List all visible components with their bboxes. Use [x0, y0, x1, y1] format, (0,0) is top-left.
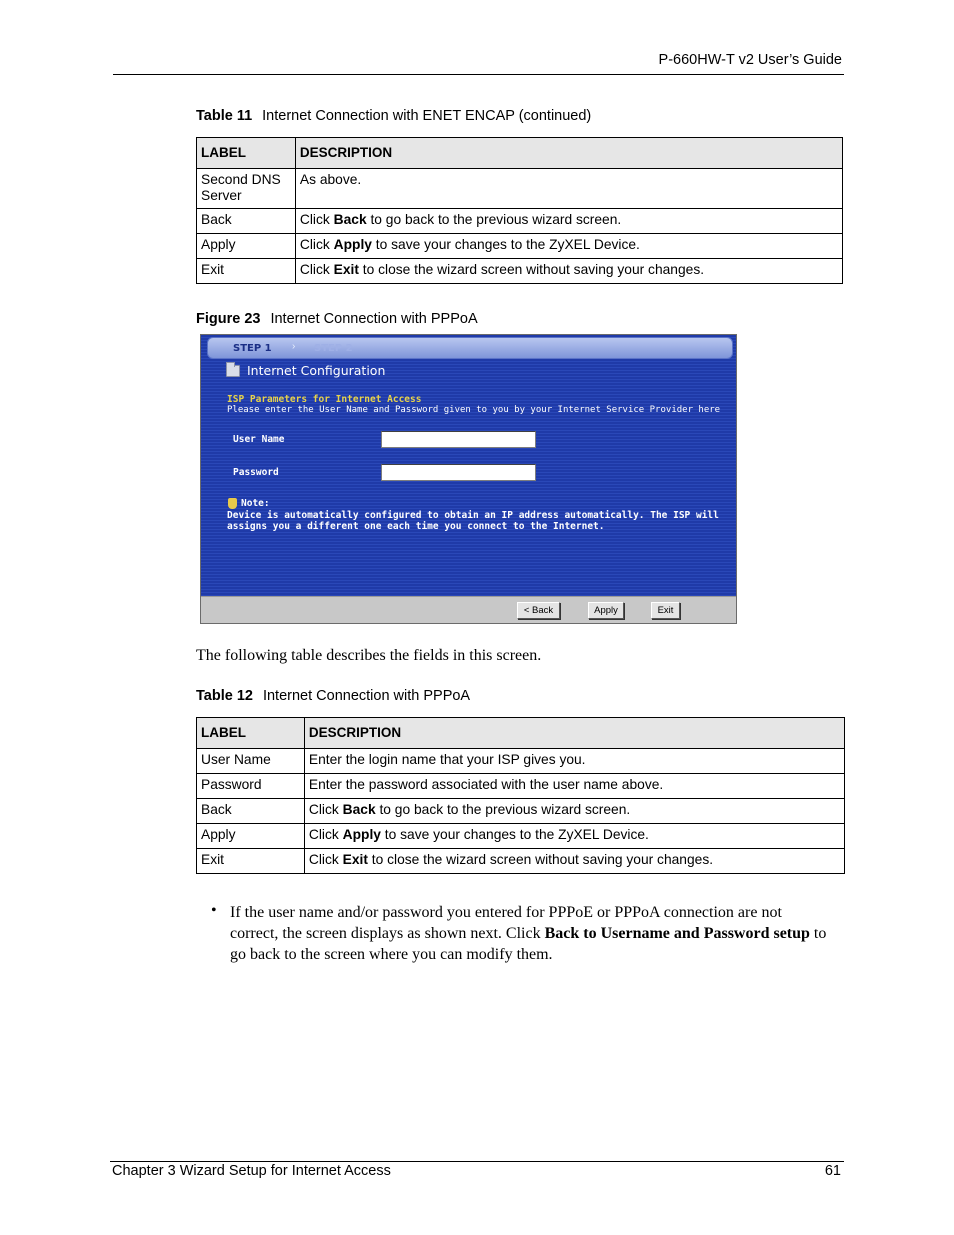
page-number: 61: [824, 1163, 841, 1179]
apply-button[interactable]: Apply: [588, 602, 624, 619]
table11-caption-title: Internet Connection with ENET ENCAP (continued): [262, 108, 592, 124]
running-header: P-660HW-T v2 User’s Guide: [658, 52, 842, 68]
note-body: [227, 510, 719, 532]
header-divider: [113, 74, 844, 75]
section-subtitle: ISP Parameters for Internet Access: [227, 394, 422, 405]
wizard-step-bar: [207, 337, 733, 359]
table12: [196, 717, 845, 874]
table11: [196, 137, 843, 284]
description-text: to save your changes to the ZyXEL Device.: [371, 237, 640, 252]
row-description: [304, 824, 844, 849]
table12-caption: [196, 688, 470, 704]
instruction-text: Please enter the User Name and Password given to you by your Internet Service Provider here: [227, 405, 721, 415]
table11-caption: [196, 108, 591, 124]
table-row: [197, 169, 843, 209]
button-bar: [201, 596, 736, 623]
row-label: Exit: [197, 849, 305, 874]
row-label: Apply: [197, 234, 296, 259]
description-bold: Apply: [333, 237, 372, 252]
note-line-2: assigns you a different one each time you connect to the Internet.: [227, 521, 605, 532]
row-label: Password: [197, 774, 305, 799]
bullet-text: If the user name and/or password you entered for PPPoE or PPPoA connection are not correct, the screen displays as shown next. Click: [230, 904, 782, 942]
description-text: Click: [299, 212, 334, 227]
description-text: Click: [299, 262, 334, 277]
description-text: As above.: [299, 172, 362, 187]
step-arrow-icon: ›: [292, 341, 296, 352]
column-header-description: DESCRIPTION: [304, 718, 844, 749]
description-text: to save your changes to the ZyXEL Device.: [380, 827, 649, 842]
back-button[interactable]: < Back: [517, 602, 560, 619]
description-text: Enter the password associated with the user name above.: [308, 777, 664, 792]
row-description: [304, 774, 844, 799]
user-name-label: User Name: [233, 434, 285, 445]
row-label: Back: [197, 209, 296, 234]
table12-caption-title: Internet Connection with PPPoA: [262, 688, 471, 704]
bullet-marker: •: [211, 902, 217, 919]
description-bold: Apply: [342, 827, 381, 842]
folder-icon: [226, 365, 240, 377]
description-text: to go back to the previous wizard screen.: [375, 802, 631, 817]
step2-tab: STEP 2: [314, 343, 353, 354]
figure23-caption: [196, 311, 478, 327]
bullet-text-end: to go back to the screen where you can modify them.: [230, 925, 827, 963]
description-bold: Back: [333, 212, 367, 227]
step1-tab[interactable]: STEP 1: [233, 343, 272, 354]
description-bold: Exit: [342, 852, 368, 867]
row-label: Back: [197, 799, 305, 824]
table-row: [197, 259, 843, 284]
table-header-row: [197, 138, 843, 169]
description-text: Click: [308, 802, 343, 817]
password-input[interactable]: [381, 464, 536, 481]
description-text: to close the wizard screen without saving your changes.: [367, 852, 714, 867]
column-header-label: LABEL: [197, 718, 305, 749]
description-text: Click: [308, 852, 343, 867]
table-row: [197, 749, 845, 774]
row-description: [304, 749, 844, 774]
note-label: Note:: [241, 498, 270, 509]
column-header-label: LABEL: [197, 138, 296, 169]
table-row: [197, 209, 843, 234]
row-description: [304, 799, 844, 824]
user-name-input[interactable]: [381, 431, 536, 448]
description-text: to close the wizard screen without saving your changes.: [358, 262, 705, 277]
description-text: Enter the login name that your ISP gives you.: [308, 752, 586, 767]
description-text: Click: [299, 237, 334, 252]
table-header-row: [197, 718, 845, 749]
row-description: [295, 169, 842, 209]
description-bold: Back: [342, 802, 376, 817]
body-paragraph: The following table describes the fields in this screen.: [196, 647, 542, 664]
table-row: [197, 824, 845, 849]
table11-caption-label: Table 11: [196, 108, 253, 124]
bullet-paragraph: [230, 902, 830, 965]
table12-caption-label: Table 12: [196, 688, 253, 704]
column-header-description: DESCRIPTION: [295, 138, 842, 169]
description-text: to go back to the previous wizard screen.: [366, 212, 622, 227]
exit-button[interactable]: Exit: [651, 602, 680, 619]
row-description: [295, 209, 842, 234]
footer-divider: [110, 1161, 844, 1162]
row-label: Apply: [197, 824, 305, 849]
table-row: [197, 774, 845, 799]
figure23-caption-label: Figure 23: [196, 311, 261, 327]
table-row: [197, 799, 845, 824]
row-label: Second DNS Server: [197, 169, 296, 209]
row-description: [304, 849, 844, 874]
pppoa-screenshot: [200, 334, 737, 624]
screen-title: Internet Configuration: [247, 363, 386, 378]
description-text: Click: [308, 827, 343, 842]
row-description: [295, 259, 842, 284]
row-label: User Name: [197, 749, 305, 774]
footer-chapter: Chapter 3 Wizard Setup for Internet Access: [112, 1163, 391, 1179]
description-bold: Exit: [333, 262, 359, 277]
password-label: Password: [233, 467, 279, 478]
note-line-1: Device is automatically configured to obtain an IP address automatically. The ISP will: [227, 510, 719, 521]
row-label: Exit: [197, 259, 296, 284]
table-row: [197, 849, 845, 874]
note-hand-icon: [228, 498, 237, 509]
figure23-caption-title: Internet Connection with PPPoA: [270, 311, 478, 327]
bullet-bold-text: Back to Username and Password setup: [544, 925, 810, 942]
row-description: [295, 234, 842, 259]
table-row: [197, 234, 843, 259]
